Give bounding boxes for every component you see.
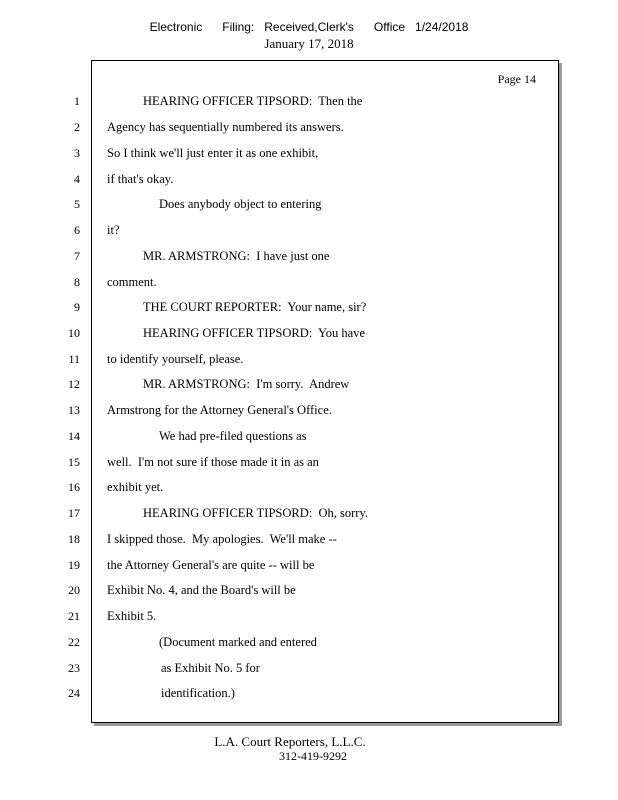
line-number: 4 [74,172,80,186]
line-number: 24 [68,686,80,700]
line-text: THE COURT REPORTER: Your name, sir? [143,300,367,314]
line-text: We had pre-filed questions as [159,429,307,443]
filing-stamp: Electronic Filing: Received,Clerk's Office 1/24/2018 [149,20,469,34]
line-text: comment. [107,275,157,289]
line-text: Agency has sequentially numbered its answers. [107,120,344,134]
transcript-date: January 17, 2018 [264,36,354,51]
line-number: 2 [74,120,80,134]
line-text: MR. ARMSTRONG: I have just one [143,249,330,263]
line-text: Exhibit 5. [107,609,157,623]
line-text: Does anybody object to entering [159,197,322,211]
line-text: if that's okay. [107,172,174,186]
line-number: 19 [68,558,80,572]
reporter-phone: 312-419-9292 [279,749,347,763]
line-number: 23 [68,661,80,675]
line-text: it? [107,223,120,237]
line-number: 18 [68,532,80,546]
line-number: 17 [68,506,80,520]
line-number: 6 [74,223,80,237]
line-text: as Exhibit No. 5 for [161,661,260,675]
line-number: 16 [68,480,80,494]
line-text: to identify yourself, please. [107,352,244,366]
line-text: HEARING OFFICER TIPSORD: Oh, sorry. [143,506,369,520]
line-text: MR. ARMSTRONG: I'm sorry. Andrew [143,377,350,391]
line-text: I skipped those. My apologies. We'll make -- [107,532,337,546]
line-number: 5 [74,197,80,211]
line-number: 15 [68,455,80,469]
line-number: 8 [74,275,80,289]
line-text: HEARING OFFICER TIPSORD: Then the [143,94,363,108]
line-text: So I think we'll just enter it as one exhibit, [107,146,319,160]
line-text: (Document marked and entered [159,635,317,649]
line-text: Armstrong for the Attorney General's Office. [107,403,332,417]
line-text: exhibit yet. [107,480,164,494]
reporter-company: L.A. Court Reporters, L.L.C. [214,734,366,749]
line-text: HEARING OFFICER TIPSORD: You have [143,326,366,340]
line-number: 12 [68,377,80,391]
line-number: 20 [68,583,80,597]
line-number: 3 [74,146,80,160]
line-number: 7 [74,249,80,263]
line-text: Exhibit No. 4, and the Board's will be [107,583,296,597]
page-number: Page 14 [497,72,536,86]
line-number: 9 [74,300,80,314]
line-text: well. I'm not sure if those made it in as an [107,455,319,469]
line-number: 11 [68,352,80,366]
line-number: 21 [68,609,80,623]
line-text: identification.) [161,686,235,700]
line-number: 1 [74,94,80,108]
line-number: 13 [68,403,80,417]
line-number: 22 [68,635,80,649]
line-number: 14 [68,429,80,443]
line-number: 10 [68,326,80,340]
line-text: the Attorney General's are quite -- will be [107,558,315,572]
